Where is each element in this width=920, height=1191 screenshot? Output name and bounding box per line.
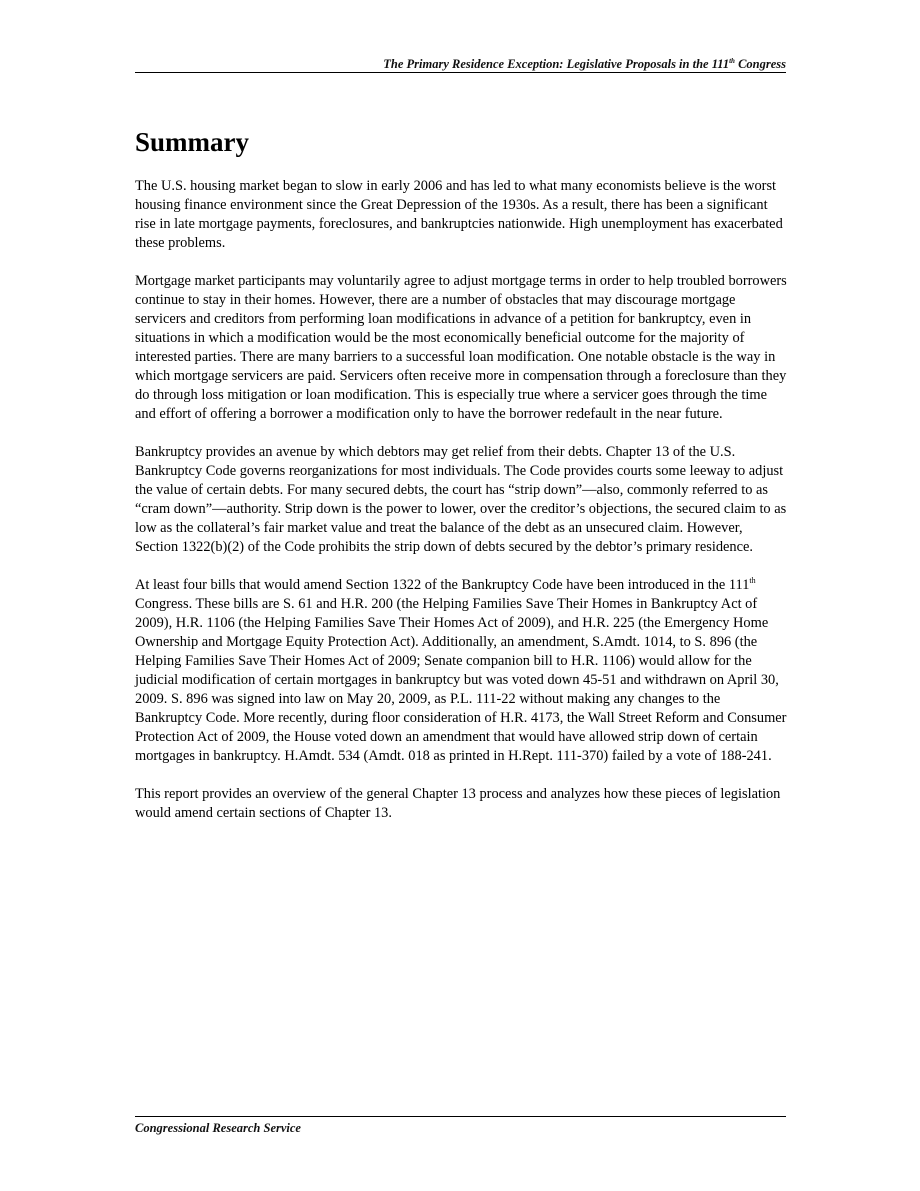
footer-label: Congressional Research Service: [135, 1121, 301, 1135]
summary-body: [135, 177, 789, 842]
section-title: Summary: [135, 127, 249, 157]
running-header: [135, 57, 786, 72]
running-header-ordinal: th: [729, 56, 735, 65]
paragraph-bankruptcy: Bankruptcy provides an avenue by which debtors may get relief from their debts. Chapter 13 of the U.S. Bankruptcy Code governs reorganizations for most individuals. The Code provides courts some leeway to adjust the value of certain debts. For many secured debts, the court has “strip down”—also, commonly referred to as “cram down”—authority. Strip down is the power to lower, over the creditor’s objections, the secured claim to as low as the collateral’s fair market value and treat the balance of the debt as an unsecured claim. However, Section 1322(b)(2) of the Code prohibits the strip down of debts secured by the debtor’s primary residence.: [135, 444, 787, 555]
paragraph-legislation-ordinal: th: [749, 576, 756, 586]
paragraph-legislation-rest: Congress. These bills are S. 61 and H.R. 200 (the Helping Families Save Their Homes in Bankruptcy Act of 2009), H.R. 1106 (the Helping Families Save Their Homes Act of 2009), and H.R. 225 (the Emergency Home Ownership and Mortgage Equity Protection Act). Additionally, an amendment, S.Amdt. 1014, to S. 896 (the Helping Families Save Their Homes Act of 2009; Senate companion bill to H.R. 1106) would allow for the judicial modification of certain mortgages in bankruptcy but was voted down 45-51 and withdrawn on April 30, 2009. S. 896 was signed into law on May 20, 2009, as P.L. 111-22 without making any changes to the Bankruptcy Code. More recently, during floor consideration of H.R. 4173, the Wall Street Reform and Consumer Protection Act of 2009, the House voted down an amendment that would have allowed strip down of certain mortgages in bankruptcy. H.Amdt. 534 (Amdt. 018 as printed in H.Rept. 111-370) failed by a vote of 188-241.: [135, 596, 787, 764]
running-header-title: The Primary Residence Exception: Legislative Proposals in the 111: [383, 57, 730, 71]
footer-divider: [135, 1116, 786, 1117]
paragraph-legislation: [135, 576, 789, 766]
paragraph-legislation-start: At least four bills that would amend Section 1322 of the Bankruptcy Code have been introduced in the 111: [135, 577, 750, 593]
running-header-title-end: Congress: [734, 57, 786, 71]
paragraph-housing-market: The U.S. housing market began to slow in early 2006 and has led to what many economists believe is the worst housing finance environment since the Great Depression of the 1930s. As a result, there has been a significant rise in late mortgage payments, foreclosures, and bankruptcies nationwide. High unemployment has exacerbated these problems.: [135, 178, 783, 251]
header-divider: [135, 72, 786, 73]
paragraph-loan-modification: Mortgage market participants may voluntarily agree to adjust mortgage terms in order to help troubled borrowers continue to stay in their homes. However, there are a number of obstacles that may discourage mortgage servicers and creditors from performing loan modifications in advance of a petition for bankruptcy, even in situations in which a modification would be the most economically beneficial outcome for the majority of interested parties. There are many barriers to a successful loan modification. One notable obstacle is the way in which mortgage servicers are paid. Servicers often receive more in compensation through a foreclosure than they do through loss mitigation or loan modification. This is especially true where a servicer goes through the time and effort of offering a borrower a modification only to have the borrower redefault in the near future.: [135, 273, 787, 422]
paragraph-report-overview: This report provides an overview of the general Chapter 13 process and analyzes how these pieces of legislation would amend certain sections of Chapter 13.: [135, 786, 781, 821]
